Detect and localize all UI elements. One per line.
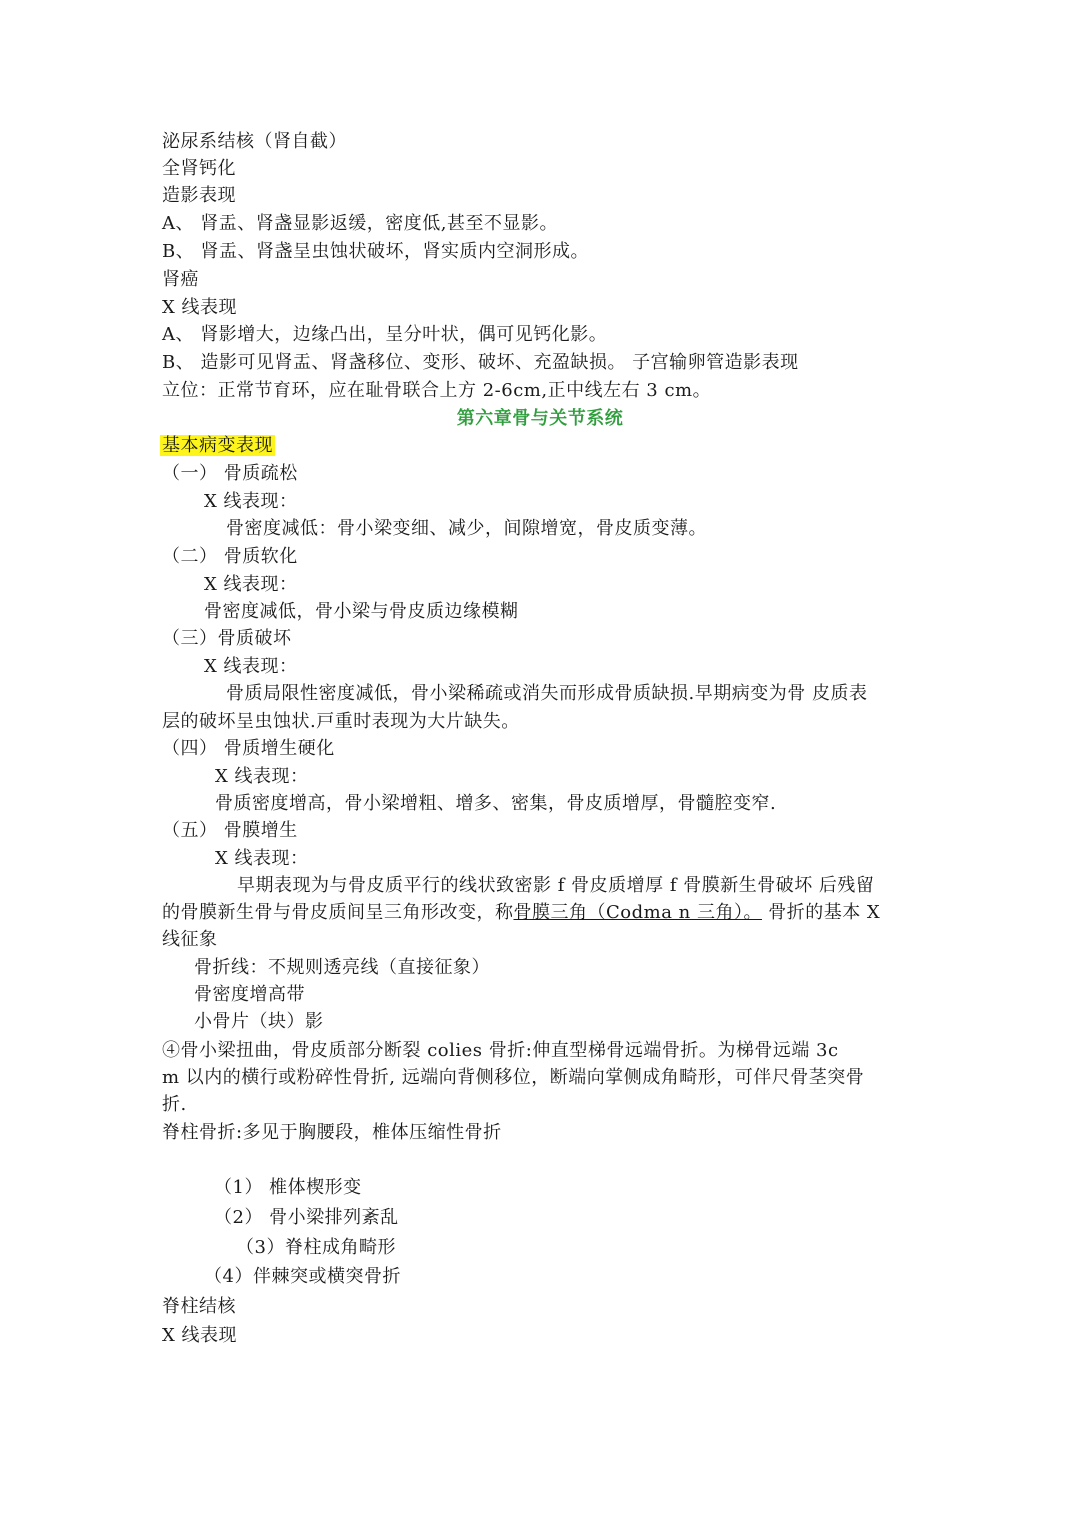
text-line: B、 肾盂、肾盏呈虫蚀状破坏，肾实质内空洞形成。: [162, 241, 589, 262]
text-line: 全肾钙化: [162, 158, 236, 179]
section-heading: [160, 434, 275, 458]
heading-urinary-tb: 泌尿系结核（肾自截）: [162, 131, 347, 152]
subsection-heading: （二） 骨质软化: [162, 546, 298, 567]
text-line: X 线表现: [162, 1325, 238, 1346]
text-line: 骨质密度增高，骨小梁增粗、增多、密集，骨皮质增厚，骨髓腔变窄.: [215, 793, 777, 814]
heading-renal-cancer: 肾癌: [162, 269, 199, 290]
chapter-title: 第六章骨与关节系统: [456, 408, 624, 429]
highlighted-heading: 基本病变表现: [162, 435, 273, 456]
text-line: 小骨片（块）影: [194, 1011, 324, 1032]
text-line: X 线表现: [162, 297, 238, 318]
subsection-heading: （三）骨质破坏: [162, 628, 292, 649]
text-line: [162, 901, 880, 925]
text-line: 骨密度减低：骨小梁变细、减少，间隙增宽，骨皮质变薄。: [226, 518, 707, 539]
list-item: （4）伴棘突或横突骨折: [204, 1266, 401, 1287]
text-line: X 线表现：: [204, 574, 298, 595]
list-item: （1） 椎体楔形变: [214, 1177, 362, 1198]
list-item: （2） 骨小梁排列紊乱: [214, 1207, 399, 1228]
text-line: 造影表现: [162, 185, 236, 206]
subsection-heading: （五） 骨膜增生: [162, 820, 298, 841]
text-line: 骨质局限性密度减低，骨小梁稀疏或消失而形成骨质缺损.早期病变为骨 皮质表: [226, 683, 868, 704]
text-line: m 以内的横行或粉碎性骨折, 远端向背侧移位，断端向掌侧成角畸形，可伴尺骨茎突骨: [162, 1067, 865, 1088]
text-line: B、 造影可见肾盂、肾盏移位、变形、破坏、充盈缺损。 子宫输卵管造影表现: [162, 352, 799, 373]
text-line: X 线表现：: [204, 491, 298, 512]
text-line: A、 肾盂、肾盏显影返缓，密度低,甚至不显影。: [162, 213, 558, 234]
text-line: X 线表现：: [215, 766, 309, 787]
text-line: 骨密度减低，骨小梁与骨皮质边缘模糊: [204, 601, 519, 622]
text-line: 早期表现为与骨皮质平行的线状致密影 f 骨皮质增厚 f 骨膜新生骨破坏 后残留: [237, 875, 875, 896]
text-line: 线征象: [162, 929, 218, 950]
text-segment: 的骨膜新生骨与骨皮质间呈三角形改变，称: [162, 902, 514, 923]
text-line: 脊柱骨折:多见于胸腰段，椎体压缩性骨折: [162, 1122, 502, 1143]
text-line: ④骨小梁扭曲，骨皮质部分断裂 colies 骨折:伸直型梯骨远端骨折。为梯骨远端 3c: [162, 1040, 839, 1061]
underlined-term: 骨膜三角（Codma n 三角）。: [513, 902, 762, 923]
subsection-heading: （一） 骨质疏松: [162, 463, 298, 484]
subsection-heading: （四） 骨质增生硬化: [162, 738, 335, 759]
list-item: （3）脊柱成角畸形: [236, 1237, 396, 1258]
text-line: 折.: [162, 1094, 187, 1115]
text-line: X 线表现：: [215, 848, 309, 869]
text-line: 层的破坏呈虫蚀状.戸重时表现为大片缺失。: [162, 711, 520, 732]
text-segment: 骨折的基本 X: [761, 902, 881, 923]
text-line: A、 肾影增大，边缘凸出，呈分叶状，偶可见钙化影。: [162, 324, 608, 345]
text-line: 骨折线：不规则透亮线（直接征象）: [194, 957, 490, 978]
text-line: X 线表现：: [204, 656, 298, 677]
text-line: 立位：正常节育环，应在耻骨联合上方 2-6cm,正中线左右 3 cm。: [162, 380, 712, 401]
text-line: 骨密度增高带: [194, 984, 305, 1005]
heading-spinal-tb: 脊柱结核: [162, 1296, 236, 1317]
